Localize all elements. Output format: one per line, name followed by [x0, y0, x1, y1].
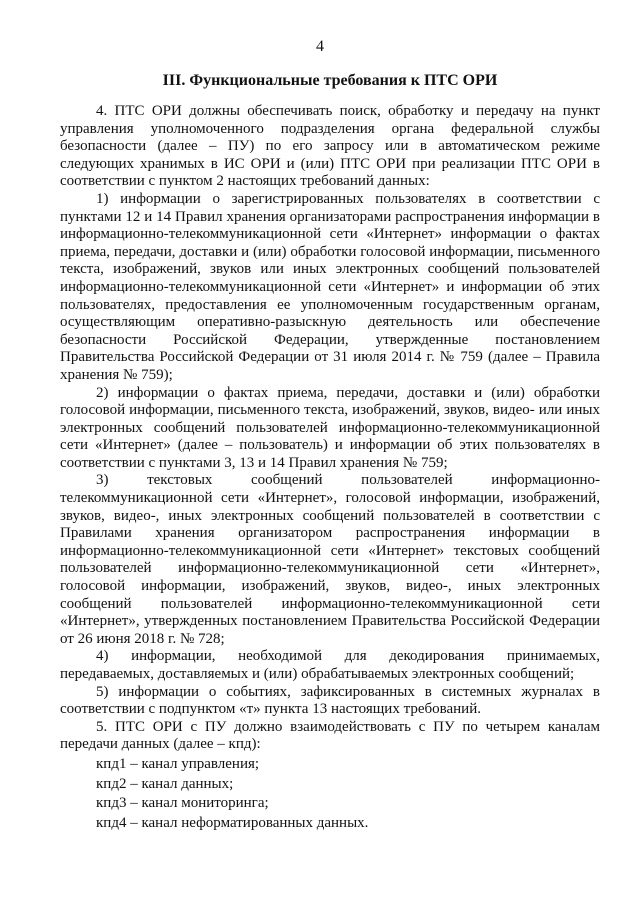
- paragraph-4-item-1: 1) информации о зарегистрированных пользователях в соответствии с пунктами 12 и 14 Правил хранения организаторами распространения информации в информационно-телекоммуникационной сети «Интернет» информации о фактах приема, передачи, доставки и (или) обработки голосовой информации, письменного текста, изображений, звуков или иных электронных сообщений пользователей информационно-телекоммуникационной сети «Интернет» и информации об этих пользователях, предоставления ее уполномоченным государственным органам, осуществляющим оперативно-разыскную деятельность или обеспечение безопасности Российской Федерации, утвержденные постановлением Правительства Российской Федерации от 31 июля 2014 г. № 759 (далее – Правила хранения № 759);: [60, 190, 600, 383]
- paragraph-4-item-4: 4) информации, необходимой для декодирования принимаемых, передаваемых, доставляемых и (или) обрабатываемых электронных сообщений;: [60, 648, 600, 682]
- paragraph-5: 5. ПТС ОРИ с ПУ должно взаимодействовать с ПУ по четырем каналам передачи данных (далее – кпд):: [60, 718, 600, 753]
- paragraph-4-item-2: 2) информации о фактах приема, передачи, доставки и (или) обработки голосовой информации, письменного текста, изображений, звуков, видео- или иных электронных сообщений пользователей информационно-телекоммуникационной сети «Интернет» (далее – пользователь) и информации об этих пользователях в соответствии с пунктами 3, 13 и 14 Правил хранения № 759;: [60, 384, 600, 471]
- document-body: [60, 103, 600, 832]
- channel-item: кпд3 – канал мониторинга;: [96, 795, 269, 812]
- page-number: 4: [316, 38, 324, 55]
- channel-item: кпд1 – канал управления;: [96, 755, 260, 772]
- section-title: III. Функциональные требования к ПТС ОРИ: [162, 72, 498, 89]
- paragraph-4-item-3: 3) текстовых сообщений пользователей информационно-телекоммуникационной сети «Интернет», голосовой информации, изображений, звуков, видео-, иных электронных сообщений пользователей в соответствии с Правилами хранения организатором распространения информации в информационно-телекоммуникационной сети «Интернет» текстовых сообщений пользователей информационно-телекоммуникационной сети «Интернет», голосовой информации, изображений, звуков, видео-, иных электронных сообщений пользователей информационно-телекоммуникационной сети «Интернет», утвержденных постановлением Правительства Российской Федерации от 26 июня 2018 г. № 728;: [60, 472, 600, 647]
- channel-item: кпд4 – канал неформатированных данных.: [96, 814, 369, 831]
- paragraph-4-item-5: 5) информации о событиях, зафиксированных в системных журналах в соответствии с подпунктом «т» пункта 13 настоящих требований.: [60, 683, 600, 718]
- channel-item: кпд2 – канал данных;: [96, 775, 234, 792]
- paragraph-4: 4. ПТС ОРИ должны обеспечивать поиск, обработку и передачу на пункт управления уполномоченного подразделения органа федеральной службы безопасности (далее – ПУ) по его запросу или в автоматическом режиме следующих хранимых в ИС ОРИ и (или) ПТС ОРИ при реализации ПТС ОРИ в соответствии с пунктом 2 настоящих требований данных:: [60, 103, 600, 190]
